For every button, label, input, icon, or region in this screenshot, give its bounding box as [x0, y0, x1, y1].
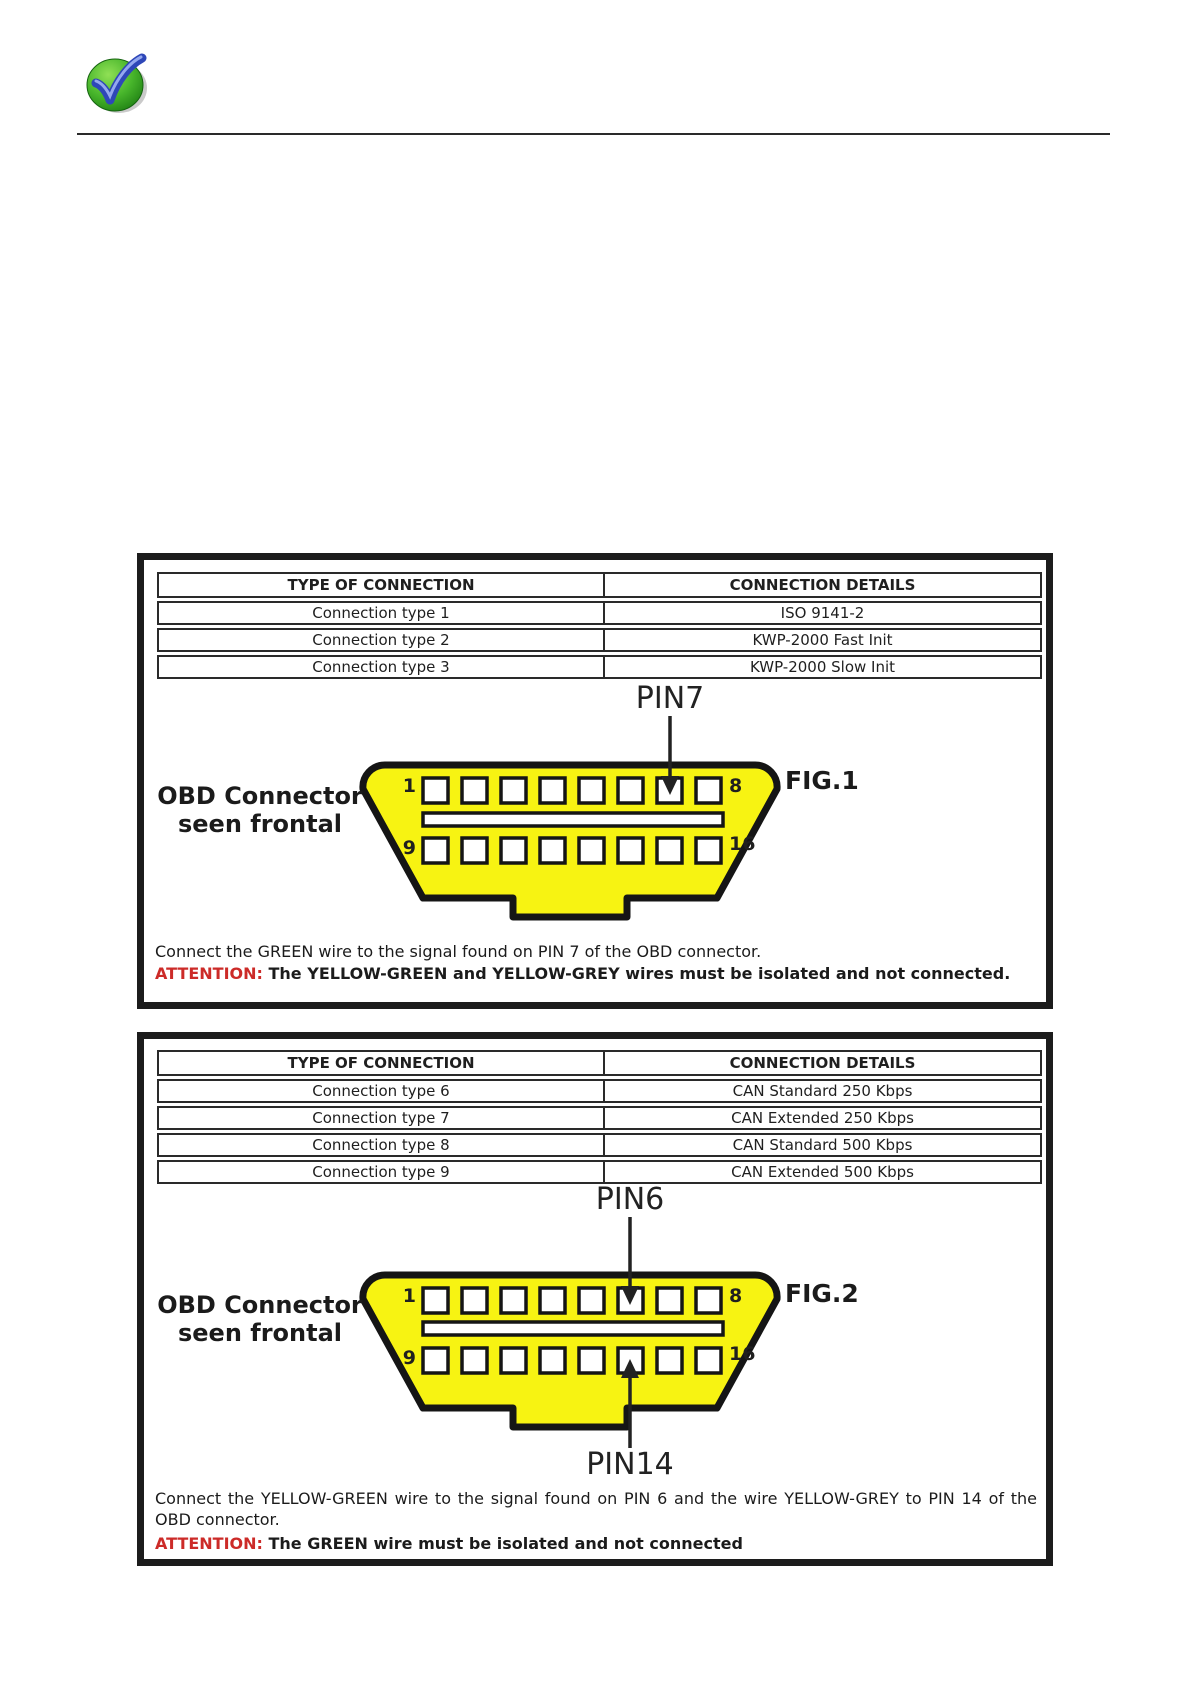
- connector-key-slot: [423, 1322, 723, 1335]
- pin-10: [462, 1348, 487, 1373]
- cell-connection-type: Connection type 3: [159, 657, 605, 677]
- table-row: [157, 1106, 1042, 1130]
- cell-connection-details: KWP-2000 Slow Init: [749, 658, 896, 676]
- cell-connection-details: CAN Standard 250 Kbps: [732, 1082, 913, 1100]
- pin-4: [540, 778, 565, 803]
- fig1-panel: [137, 553, 1053, 1009]
- pin-13: [579, 838, 604, 863]
- connector-view-label-line2: seen frontal: [177, 1319, 343, 1347]
- cell-connection-details: KWP-2000 Fast Init: [752, 631, 893, 649]
- pin-number-8: 8: [729, 1285, 743, 1307]
- table-row: [157, 601, 1042, 625]
- pin-7: [657, 1288, 682, 1313]
- cell-connection-type: Connection type 2: [159, 630, 605, 650]
- figure-number-label: FIG.2: [785, 1279, 859, 1308]
- pin-4: [540, 1288, 565, 1313]
- pin-13: [579, 1348, 604, 1373]
- cell-connection-details: CAN Standard 500 Kbps: [732, 1136, 913, 1154]
- attention-body: The GREEN wire must be isolated and not connected: [268, 1534, 743, 1553]
- cell-connection-type: Connection type 9: [159, 1162, 605, 1182]
- pin-10: [462, 838, 487, 863]
- cell-connection-type: Connection type 1: [159, 603, 605, 623]
- connector-key-slot: [423, 813, 723, 826]
- table-row: [157, 1079, 1042, 1103]
- pin-3: [501, 1288, 526, 1313]
- fig2-panel: [137, 1032, 1053, 1566]
- pin-2: [462, 778, 487, 803]
- pin14-callout-label: PIN14: [586, 1447, 674, 1480]
- pin-12: [540, 838, 565, 863]
- pin-6: [618, 778, 643, 803]
- checkmark-logo-icon: [84, 52, 150, 114]
- attention-body: The YELLOW-GREEN and YELLOW-GREY wires must be isolated and not connected.: [268, 964, 1011, 983]
- brand-logo: [84, 52, 150, 114]
- column-header-details: CONNECTION DETAILS: [729, 1054, 916, 1072]
- pin-3: [501, 778, 526, 803]
- table-header-row: [157, 1050, 1042, 1076]
- attention-label: ATTENTION:: [155, 964, 263, 983]
- connector-view-label-line1: OBD Connector: [157, 1291, 363, 1319]
- pin-8: [696, 778, 721, 803]
- attention-label: ATTENTION:: [155, 1534, 263, 1553]
- table-header-row: [157, 572, 1042, 598]
- cell-connection-type: Connection type 7: [159, 1108, 605, 1128]
- pin-9: [423, 1348, 448, 1373]
- pin-16: [696, 1348, 721, 1373]
- pin-5: [579, 778, 604, 803]
- pin-number-8: 8: [729, 775, 743, 797]
- pin-number-9: 9: [402, 1347, 416, 1369]
- pin-8: [696, 1288, 721, 1313]
- connector-view-label: [144, 1291, 376, 1347]
- cell-connection-type: Connection type 8: [159, 1135, 605, 1155]
- pin-number-9: 9: [402, 837, 416, 859]
- fig2-attention-text: [155, 1533, 1037, 1554]
- pin-16: [696, 838, 721, 863]
- pin-2: [462, 1288, 487, 1313]
- pin-14: [618, 838, 643, 863]
- fig1-instruction-text: Connect the GREEN wire to the signal found on PIN 7 of the OBD connector.: [155, 942, 762, 961]
- pin6-callout-label: PIN6: [595, 1182, 665, 1217]
- pin-15: [657, 838, 682, 863]
- pin-number-1: 1: [402, 1285, 416, 1307]
- pin-1: [423, 778, 448, 803]
- connector-view-label-line1: OBD Connector: [157, 782, 363, 810]
- pin7-callout-label: PIN7: [635, 681, 705, 716]
- pin-15: [657, 1348, 682, 1373]
- cell-connection-details: CAN Extended 500 Kbps: [731, 1163, 914, 1181]
- column-header-type: TYPE OF CONNECTION: [159, 1052, 605, 1074]
- column-header-details: CONNECTION DETAILS: [729, 576, 916, 594]
- pin-9: [423, 838, 448, 863]
- fig2-instruction-text: Connect the YELLOW-GREEN wire to the signal found on PIN 6 and the wire YELLOW-GREY to PIN 14 of the OBD connector.: [155, 1489, 1037, 1529]
- connector-view-label-line2: seen frontal: [177, 810, 343, 838]
- pin-number-16: 16: [729, 833, 756, 855]
- figure-number-label: FIG.1: [785, 766, 859, 795]
- pin-number-1: 1: [402, 775, 416, 797]
- pin-12: [540, 1348, 565, 1373]
- fig1-attention-text: [155, 963, 1037, 984]
- header-divider-line: [77, 133, 1110, 135]
- column-header-type: TYPE OF CONNECTION: [159, 574, 605, 596]
- cell-connection-details: ISO 9141-2: [780, 604, 865, 622]
- connector-view-label: [144, 782, 376, 838]
- cell-connection-type: Connection type 6: [159, 1081, 605, 1101]
- pin-5: [579, 1288, 604, 1313]
- cell-connection-details: CAN Extended 250 Kbps: [731, 1109, 914, 1127]
- pin-1: [423, 1288, 448, 1313]
- pin-number-16: 16: [729, 1343, 756, 1365]
- pin-11: [501, 1348, 526, 1373]
- pin-11: [501, 838, 526, 863]
